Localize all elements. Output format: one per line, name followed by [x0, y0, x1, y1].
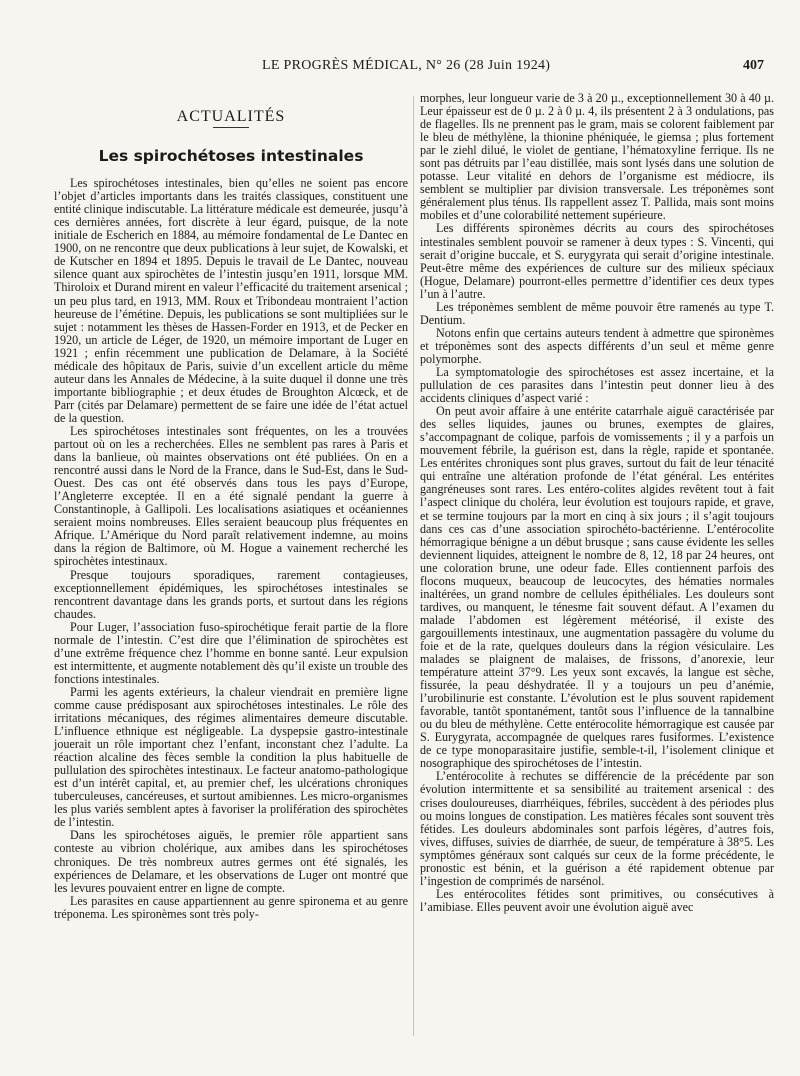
paragraph: Presque toujours sporadiques, rarement contagieuses, exceptionnellement épidémiques, les spirochétoses intestinales se rencontrent davantage dans les grands ports, et surtout dans les régions chaudes. [54, 567, 408, 621]
article-title: Les spirochétoses intestinales [98, 147, 364, 166]
paragraph: L’entérocolite à rechutes se différencie de la précédente par son évolution intermittente et sa sensibilité au traitement arsenical : des crises douloureuses, diarrhéiques, fébriles, succèdent à des périodes plus ou moins longues de constipation. Les matières fécales sont souvent très fétides. Les douleurs abdominales sont parfois légères, d’autres fois, vives, diffuses, suivies de diarrhée, de sueur, de température à 38°5. Les symptômes généraux sont calqués sur ceux de la forme précédente, le pronostic est bénin, et la guérison a été rapidement obtenue par l’ingestion de comprimés de narsénol. [420, 769, 774, 888]
page-number: 407 [743, 58, 764, 73]
paragraph: Pour Luger, l’association fuso-spirochétique ferait partie de la flore normale de l’intestin. C’est dire que l’élimination de spirochètes est d’une extrême fréquence chez l’homme en bonne santé. Leur expulsion est intermittente, et augmente notablement dès qu’il existe un trouble des fonctions intestinales. [54, 619, 408, 686]
paragraph: Les différents spironèmes décrits au cours des spirochétoses intestinales semblent pouvoir se ramener à deux types : S. Vincenti, qui serait d’origine buccale, et S. eurygyrata qui serait d’origine intestinale. Peut-être même des expériences de culture sur des milieux spéciaux (Hogue, Delamare) pourront-elles permettre d’identifier ces deux types l’un à l’autre. [420, 221, 774, 301]
heading-rule [213, 127, 249, 128]
running-title: LE PROGRÈS MÉDICAL, N° 26 (28 Juin 1924) [262, 58, 551, 73]
paragraph: Dans les spirochétoses aiguës, le premier rôle appartient sans conteste au vibrion cholérique, aux amibes dans les spirochétoses chroniques. De très nombreux autres germes ont été signalés, les expériences de Delamare, et les observations de Luger ont montré que les levures pouvaient entrer en ligne de compte. [54, 828, 408, 895]
column-divider [413, 96, 414, 1036]
paragraph: Les spirochétoses intestinales, bien qu’elles ne soient pas encore l’objet d’articles importants dans les traités classiques, constituent une entité clinique indiscutable. La littérature médicale est demeurée, jusqu’à ces dernières années, fort discrète à leur égard, puisque, de la note initiale de Escherich en 1884, au mémoire fondamental de Le Dantec en 1900, on ne rencontre que deux publications à leur sujet, de Kowalski, et de Kutscher en 1894 et 1895. Depuis le travail de Le Dantec, nouveau silence quant aux spirochètes de l’intestin jusqu’en 1911, lorsque MM. Thiroloix et Durand mirent en valeur l’efficacité du traitement arsenical ; un peu plus tard, en 1913, MM. Roux et Tribondeau montraient l’action heureuse de l’émétine. Depuis, les publications se sont multipliées sur le sujet : notamment les thèses de Hassen-Forder en 1913, et de Pecker en 1920, un article de Léger, de 1920, un mémoire important de Luger en 1921 ; enfin récemment une publication de Delamare, à la Société médicale des hôpitaux de Paris, suivie d’un excellent article du même auteur dans les Annales de Médecine, à la suite duquel il donne une très importante bibliographie ; et deux études de Broughton Alcœck, et de Parr (cités par Delamare) permettent de se faire une idée de l’état actuel de la question. [54, 176, 408, 425]
paragraph: morphes, leur longueur varie de 3 à 20 µ., exceptionnellement 30 à 40 µ. Leur épaisseur est de 0 µ. 2 à 0 µ. 4, ils présentent 2 à 3 ondulations, pas de flagelles. Ils ne prennent pas le gram, mais se colorent faiblement par le bleu de méthylène, la thionine phéniquée, le giemsa ; plus fortement par le ziehl dilué, le violet de gentiane, l’hématoxyline ferrique. Ils ne sont pas détruits par l’eau distillée, mais sont lysés dans une solution de potasse. Leur vitalité en dehors de l’organisme est médiocre, ils semblent se multiplier par division transversale. Les tréponèmes sont généralement plus ténus. Ils rappellent assez T. Pallida, mais sont moins mobiles et d’une colorabilité nettement supérieure. [420, 91, 774, 223]
section-heading: ACTUALITÉS [176, 108, 286, 125]
paragraph: Parmi les agents extérieurs, la chaleur viendrait en première ligne comme cause prédisposant aux spirochétoses intestinales. Le rôle des irritations mécaniques, des régimes alimentaires demeure discutable. L’influence ethnique est négligeable. La dyspepsie gastro-intestinale jouerait un rôle important chez l’enfant, inconstant chez l’adulte. La réaction alcaline des fèces semble la condition la plus habituelle de pullulation des spirochètes intestinaux. Le facteur anatomo-pathologique est d’un intérêt capital, et, au premier chef, les ulcérations chroniques tuberculeuses, cancéreuses, et surtout amibiennes. Les micro-organismes les plus variés semblent aptes à favoriser la prolifération des spirochètes de l’intestin. [54, 684, 408, 830]
paragraph: Les spirochétoses intestinales sont fréquentes, on les a trouvées partout où on les a recherchées. Elles ne semblent pas rares à Paris et dans la banlieue, où maintes observations ont été publiées. On en a rencontré aussi dans le Nord de la France, dans le Sud-Est, dans le Sud-Ouest. Des cas ont été observés dans tous les pays d’Europe, l’Angleterre exceptée. Il en a été signalé pendant la guerre à Constantinople, à Gallipoli. Les localisations asiatiques et océaniennes seraient moins nombreuses. Elles seraient beaucoup plus fréquentes en Afrique. L’Amérique du Nord paraît relativement indemne, au moins dans la région de Baltimore, où M. Hogue a vainement recherché les spirochètes intestinaux. [54, 423, 408, 569]
paragraph: Les tréponèmes semblent de même pouvoir être ramenés au type T. Dentium. [420, 299, 774, 327]
right-column [420, 92, 774, 914]
paragraph: Les parasites en cause appartiennent au genre spironema et au genre tréponema. Les spironèmes sont très poly- [54, 893, 408, 921]
paragraph: Les entérocolites fétides sont primitives, ou consécutives à l’amibiase. Elles peuvent avoir une évolution aiguë avec [420, 886, 774, 914]
paragraph: La symptomatologie des spirochétoses est assez incertaine, et la pullulation de ces parasites dans l’intestin peut donner lieu à des accidents cliniques d’aspect varié : [420, 364, 774, 406]
paragraph: On peut avoir affaire à une entérite catarrhale aiguë caractérisée par des selles liquides, jaunes ou brunes, exemptes de glaires, s’accompagnant de colique, parfois de vomissements ; il y a parfois un mouvement fébrile, la guérison est, dans la règle, rapide et spontanée. Les entérites chroniques sont plus graves, surtout du fait de leur ténacité qui entraîne une altération profonde de l’état général. Les entérites gangréneuses sont rares. Les entéro-colites algides revêtent tout à fait l’aspect clinique du choléra, leur évolution est toujours rapide, et grave, et se termine toujours par la mort en cinq à six jours ; il s’agit toujours dans ces cas d’une association spirochéto-bactérienne. L’entérocolite hémorragique bénigne a un début brusque ; sans cause évidente les selles deviennent liquides, atteignent le nombre de 8, 12, 18 par 24 heures, ont une coloration brune, une odeur fade. Elles contiennent parfois des flocons muqueux, beaucoup de leucocytes, des hématies normales inaltérées, un grand nombre de cellules épithéliales. Les douleurs sont tardives, ou manquent, le ténesme fait souvent défaut. A l’examen du malade l’abdomen est légèrement météorisé, il existe des gargouillements intestinaux, une augmentation passagère du volume du foie et de la rate, quelques douleurs dans la région vésiculaire. Les malades se plaignent de malaises, de frissons, d’anorexie, leur température atteint 37°9. Les yeux sont excavés, la langue est sèche, fissurée, la peau déshydratée. Il y a toujours un peu d’anémie, l’urobilinurie est constante. L’évolution est le plus souvent rapidement favorable, tantôt spontanément, tantôt sous l’influence de la tannalbine ou du bleu de méthylène. Cette entérocolite hémorragique est causée par S. Eurygyrata, accompagnée de quelques rares fusiformes. L’existence de ce type monoparasitaire justifie, semble-t-il, l’isolement clinique et nosographique des spirochétoses de l’intestin. [420, 404, 774, 771]
paragraph: Notons enfin que certains auteurs tendent à admettre que spironèmes et tréponèmes sont des aspects différents d’un seul et même genre polymorphe. [420, 325, 774, 366]
running-header [0, 58, 800, 78]
left-column [54, 92, 408, 921]
